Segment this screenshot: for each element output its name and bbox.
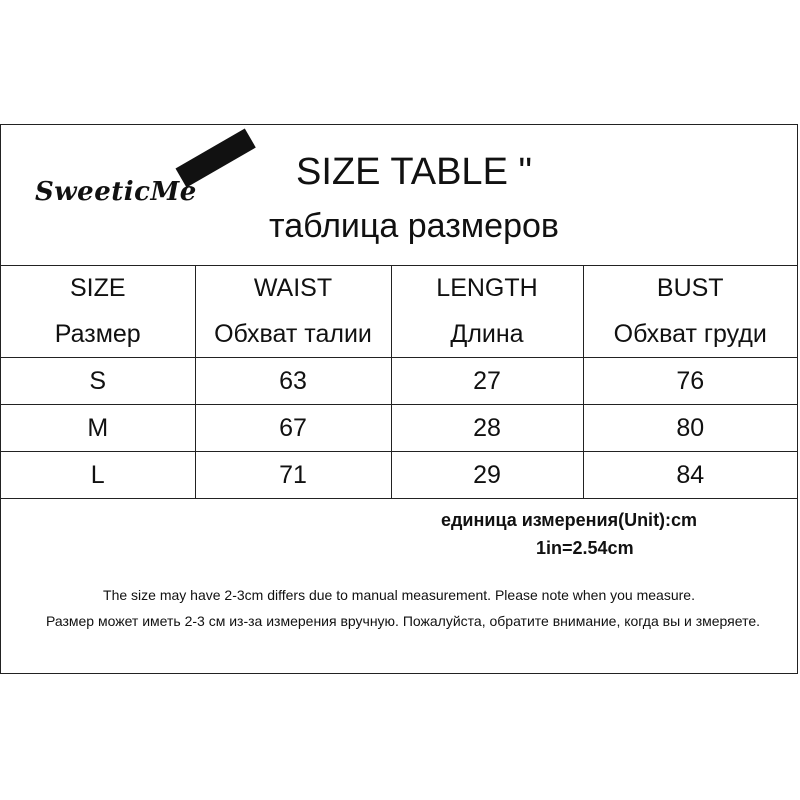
table-row	[1, 405, 797, 452]
cell-length: 29	[391, 452, 583, 499]
cell-waist: 63	[195, 358, 391, 405]
column-header-ru: Размер	[54, 320, 141, 348]
column-header-en: WAIST	[253, 274, 333, 302]
cell-size: S	[1, 358, 195, 405]
column-header-length	[391, 265, 583, 358]
column-header-bust	[583, 265, 797, 358]
inch-conversion-note: 1in=2.54cm	[536, 538, 634, 558]
title-russian: таблица размеров	[269, 207, 559, 245]
cell-bust: 80	[583, 405, 797, 452]
column-header-ru: Обхват груди	[613, 320, 767, 348]
column-header-en: LENGTH	[436, 274, 538, 302]
disclaimer-english: The size may have 2-3cm differs due to manual measurement. Please note when you measure.	[103, 587, 695, 603]
cell-bust: 84	[583, 452, 797, 499]
column-header-size	[1, 265, 195, 358]
chart-header	[1, 125, 797, 266]
unit-note: единица измерения(Unit):cm	[441, 510, 698, 530]
cell-size: M	[1, 405, 195, 452]
brand-name: SweeticMe	[35, 177, 197, 207]
table-row	[1, 358, 797, 405]
cell-waist: 67	[195, 405, 391, 452]
table-header-row	[1, 265, 797, 358]
disclaimer-russian: Размер может иметь 2-3 см из-за измерения вручную. Пожалуйста, обратите внимание, когда вы и змеряете.	[45, 613, 761, 629]
column-header-waist	[195, 265, 391, 358]
column-header-en: BUST	[656, 274, 724, 302]
cell-bust: 76	[583, 358, 797, 405]
cell-length: 28	[391, 405, 583, 452]
cell-size: L	[1, 452, 195, 499]
size-chart	[0, 124, 798, 674]
cell-waist: 71	[195, 452, 391, 499]
cell-length: 27	[391, 358, 583, 405]
table-row	[1, 452, 797, 499]
column-header-ru: Длина	[450, 320, 524, 348]
column-header-en: SIZE	[69, 274, 126, 302]
size-table	[1, 265, 797, 499]
title-english: SIZE TABLE "	[296, 151, 532, 193]
column-header-ru: Обхват талии	[214, 320, 372, 348]
